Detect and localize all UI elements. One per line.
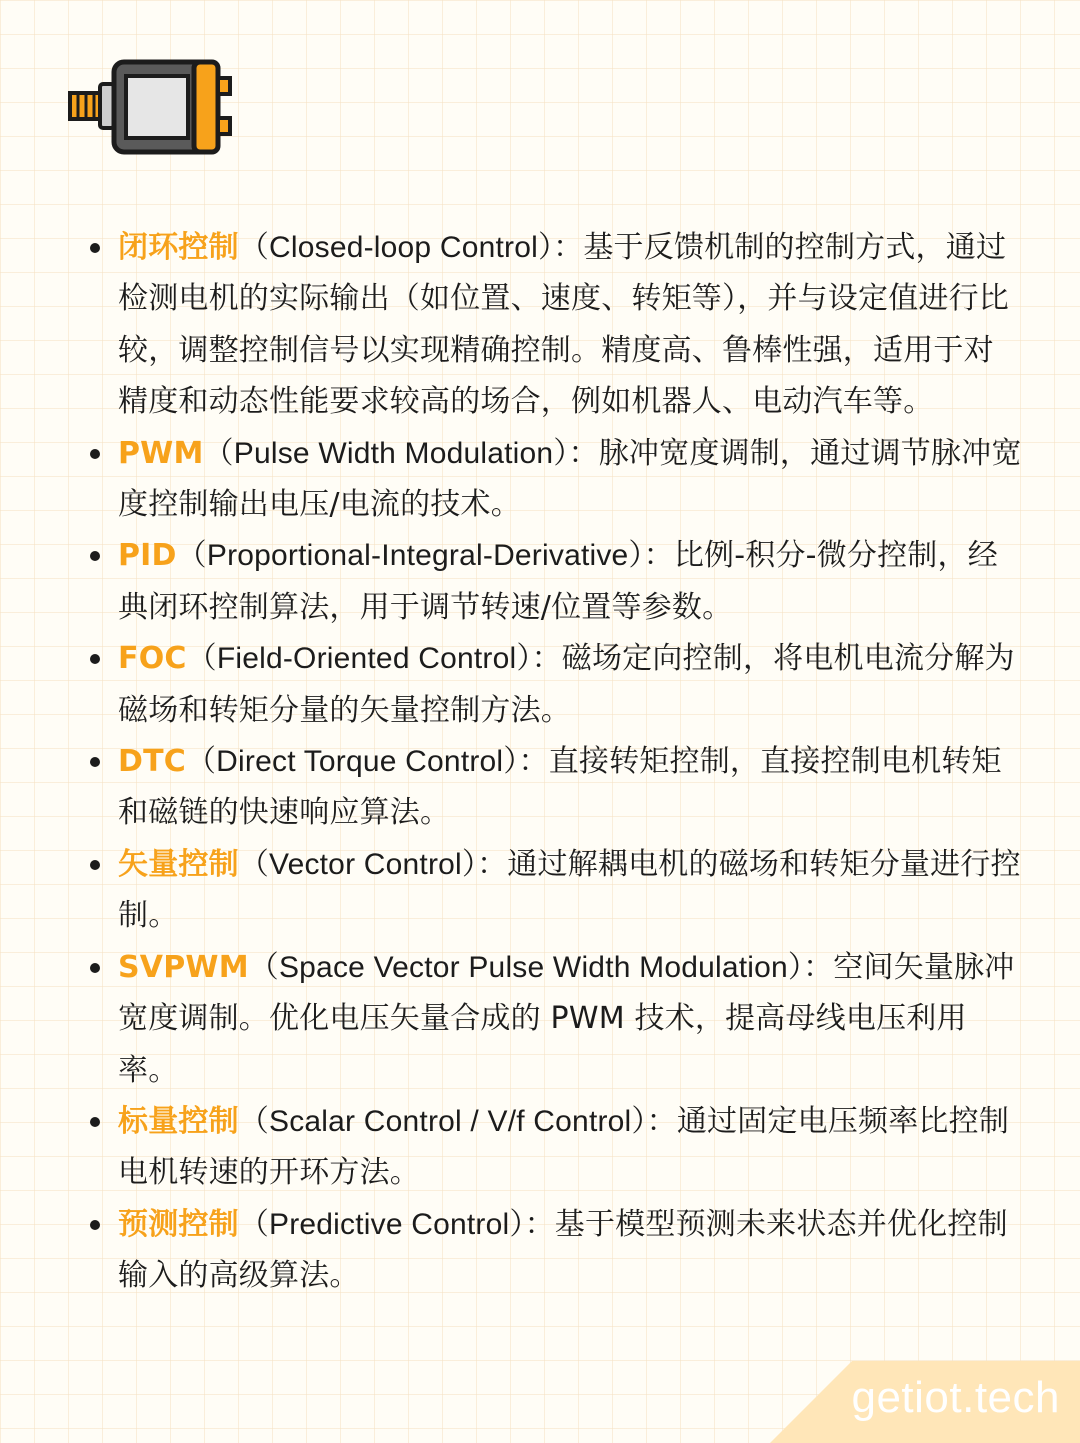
- term-english: （Direct Torque Control）: [185, 745, 519, 779]
- term-label: 闭环控制: [118, 230, 239, 265]
- term-label: FOC: [118, 641, 187, 677]
- term-label: 预测控制: [118, 1206, 239, 1242]
- term-description: ：直接转矩控制，直接控制电机转矩和磁链的快速响应算法。: [118, 744, 1002, 831]
- bullet: [90, 1117, 100, 1127]
- term-description: ：空间矢量脉冲宽度调制。优化电压矢量合成的 PWM 技术，提高母线电压利用率。: [118, 949, 1015, 1088]
- bullet: [90, 757, 100, 767]
- list-item-dtc: [88, 736, 1023, 839]
- bullet: [90, 449, 100, 459]
- list-item-pwm: [88, 428, 1023, 531]
- list-item-predictive-control: [88, 1199, 1023, 1302]
- list-item-closed-loop: [88, 222, 1023, 428]
- bullet: [90, 860, 100, 870]
- glossary-list: [88, 222, 1023, 1302]
- term-english: （Predictive Control）: [238, 1207, 525, 1241]
- term-label: PWM: [118, 435, 204, 471]
- list-item-foc: [88, 633, 1023, 736]
- bullet: [90, 551, 100, 561]
- term-english: （Proportional-Integral-Derivative）: [176, 539, 644, 573]
- term-label: 矢量控制: [118, 846, 239, 882]
- dc-motor-icon: [64, 56, 236, 160]
- term-english: （Field-Oriented Control）: [186, 642, 532, 676]
- term-description: ：磁场定向控制，将电机电流分解为磁场和转矩分量的矢量控制方法。: [118, 641, 1015, 728]
- term-label: DTC: [118, 744, 186, 780]
- watermark-corner: [770, 1361, 1080, 1443]
- term-label: SVPWM: [118, 949, 249, 985]
- list-item-svpwm: [88, 942, 1023, 1096]
- term-english: （Closed-loop Control）: [238, 231, 554, 264]
- term-english: （Scalar Control / V/f Control）: [238, 1104, 647, 1138]
- term-label: 标量控制: [118, 1103, 239, 1139]
- term-description: ：基于反馈机制的控制方式，通过检测电机的实际输出（如位置、速度、转矩等），并与设定值进行比较，调整控制信号以实现精确控制。精度高、鲁棒性强，适用于对精度和动态性能要求较高的场合，例如机器人、电动汽车等。: [118, 230, 1009, 420]
- bullet: [90, 1220, 100, 1230]
- term-description: ：基于模型预测未来状态并优化控制输入的高级算法。: [118, 1206, 1008, 1294]
- bullet: [90, 654, 100, 664]
- bullet: [90, 963, 100, 973]
- list-item-scalar-control: [88, 1096, 1023, 1199]
- term-english: （Pulse Width Modulation）: [203, 436, 569, 470]
- list-item-vector-control: [88, 839, 1023, 942]
- term-english: （Vector Control）: [238, 847, 478, 881]
- list-item-pid: [88, 530, 1023, 633]
- watermark-text: getiot.tech: [851, 1373, 1060, 1422]
- term-description: ：比例-积分-微分控制，经典闭环控制算法，用于调节转速/位置等参数。: [118, 538, 998, 625]
- bullet: [90, 243, 100, 253]
- term-label: PID: [118, 538, 177, 574]
- term-description: ：通过固定电压频率比控制电机转速的开环方法。: [118, 1103, 1010, 1191]
- term-description: ：通过解耦电机的磁场和转矩分量进行控制。: [118, 846, 1021, 934]
- term-description: ：脉冲宽度调制，通过调节脉冲宽度控制输出电压/电流的技术。: [118, 435, 1022, 523]
- term-english: （Space Vector Pulse Width Modulation）: [248, 950, 804, 984]
